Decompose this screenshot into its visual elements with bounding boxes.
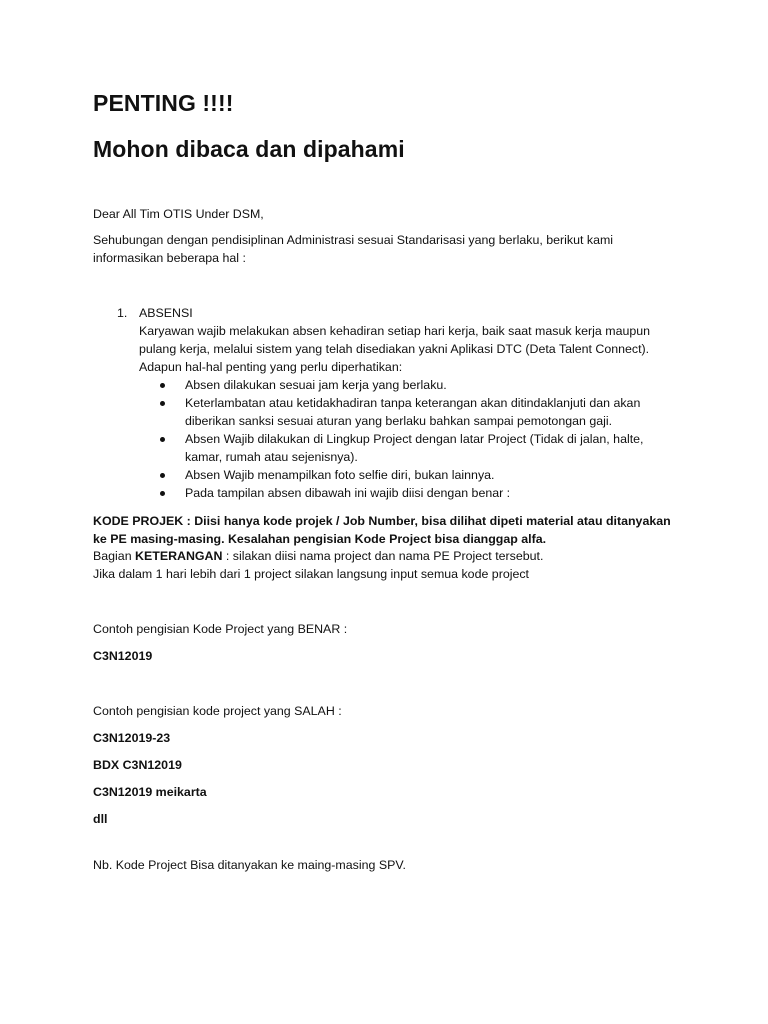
kode-projek-line: KODE PROJEK : Diisi hanya kode projek / Job Number, bisa dilihat dipeti material atau ditanyakan [93,514,671,528]
bullet-icon [160,401,165,406]
section-paragraph-line: pulang kerja, melalui sistem yang telah disediakan yakni Aplikasi DTC (Deta Talent Connect). [139,342,650,356]
page-heading: PENTING !!!! [93,90,234,116]
section-title: ABSENSI [139,306,193,320]
section-paragraph-line: Adapun hal-hal penting yang perlu diperhatikan: [139,360,403,374]
bullet-item: Absen Wajib dilakukan di Lingkup Project dengan latar Project (Tidak di jalan, halte, kamar, rumah atau sejenisnya). [93,430,633,466]
wrong-example-code: C3N12019 meikarta [93,785,207,799]
bullet-item: Pada tampilan absen dibawah ini wajib diisi dengan benar : [93,484,633,502]
intro-paragraph: Sehubungan dengan pendisiplinan Administrasi sesuai Standarisasi yang berlaku, berikut kami informasikan beberapa hal : [93,233,614,265]
bullet-icon [160,491,165,496]
correct-example-label: Contoh pengisian Kode Project yang BENAR : [93,622,348,636]
kode-projek-line: ke PE masing-masing. Kesalahan pengisian Kode Project bisa dianggap alfa. [93,532,547,546]
wrong-example-code: C3N12019-23 [93,731,171,745]
keterangan-keyword: KETERANGAN [135,549,223,563]
bullet-item: Absen Wajib menampilkan foto selfie diri, bukan lainnya. [93,466,633,484]
section-content [139,304,679,376]
wrong-example-label: Contoh pengisian kode project yang SALAH : [93,704,342,718]
wrong-example-code: BDX C3N12019 [93,758,182,772]
bullet-item: Keterlambatan atau ketidakhadiran tanpa keterangan akan ditindaklanjuti dan akan diberikan sanksi sesuai aturan yang berlaku bahkan sampai pemotongan gaji. [93,394,633,430]
multi-project-line: Jika dalam 1 hari lebih dari 1 project silakan langsung input semua kode project [93,567,529,581]
wrong-example-code: dll [93,812,108,826]
bullet-icon [160,473,165,478]
page-subheading: Mohon dibaca dan dipahami [93,136,405,162]
greeting: Dear All Tim OTIS Under DSM, [93,207,264,221]
footnote: Nb. Kode Project Bisa ditanyakan ke maing-masing SPV. [93,858,406,872]
bullet-item: Absen dilakukan sesuai jam kerja yang berlaku. [93,376,633,394]
section-number: 1. [117,306,128,320]
section-paragraph-line: Karyawan wajib melakukan absen kehadiran setiap hari kerja, baik saat masuk kerja maupun [139,324,651,338]
correct-example-code: C3N12019 [93,649,153,663]
keterangan-line: Bagian KETERANGAN : silakan diisi nama project dan nama PE Project tersebut. [93,549,544,563]
bullet-list [93,376,644,502]
bullet-icon [160,437,165,442]
bullet-icon [160,383,165,388]
